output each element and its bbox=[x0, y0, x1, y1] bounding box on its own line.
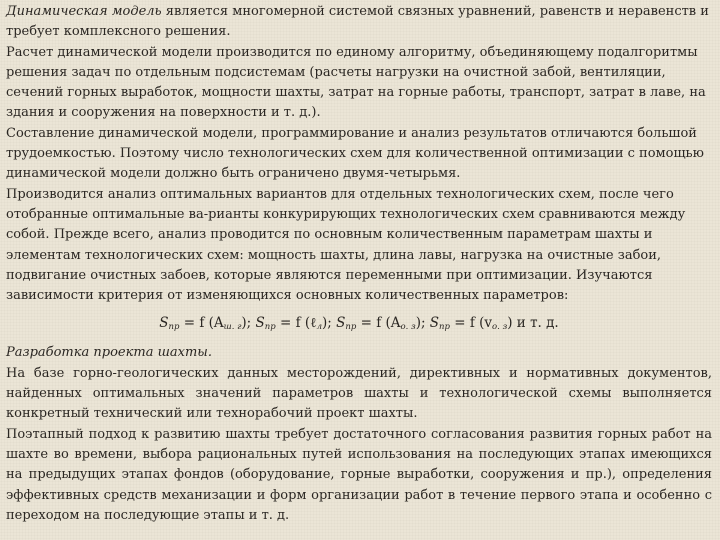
paragraph-project: На базе горно-геологических данных месторождений, директивных и нормативных документов, найденных оптимальных значений параметров шахты и технологической схемы выполняется конкретный технический или технорабочий проект шахты. bbox=[6, 365, 712, 422]
formula-line: $S_{пр} = f$ $(A_{ш. г})$; $S_{пр} = f$ (ℓ$_л$); $S_{пр} = f$ $(A_{о. з})$; $S_{пр} = f$ $(v_{о. з})$ и т. д. bbox=[159, 315, 559, 333]
section-heading: Разработка проекта шахты. bbox=[6, 345, 213, 361]
paragraph-definition bbox=[6, 2, 712, 43]
paragraph-complexity: Составление динамической модели, программирование и анализ результатов отличаются большой трудоемкостью. Поэтому число технологических схем для количественной оптимизации с помощью динамической модели должно быть ограничено двумя-четырьмя. bbox=[6, 125, 704, 182]
definition-text: является многомерной системой связных уравнений, равенств и неравенств и требует комплексного решения. bbox=[6, 4, 709, 40]
document-page bbox=[6, 2, 712, 526]
paragraph-analysis: Производится анализ оптимальных вариантов для отдельных технологических схем, после чего отобранные оптимальные ва-рианты конкурирующих технологических схем сравниваются между собой. Прежде всего, анализ проводится по основным количественным параметрам шахты и элементам технологических схем: мощность шахты, длина лавы, нагрузка на очистные забои, подвигание очистных забоев, которые являются переменными при оптимизации. Изучаются зависимости критерия от изменяющихся основных количественных параметров: bbox=[6, 186, 686, 304]
term-dynamic-model: Динамическая модель bbox=[6, 4, 162, 19]
paragraph-stages: Поэтапный подход к развитию шахты требует достаточного согласования развития горных работ на шахте во времени, выбора рациональных путей использования на последующих этапах имеющихся на предыдущих этапах фондов (оборудование, горные выработки, сооружения и пр.), определения эффективных средств механизации и форм организации работ в течение первого этапа и особенно с переходом на последующие этапы и т. д. bbox=[6, 426, 712, 523]
paragraph-calculation: Расчет динамической модели производится по единому алгоритму, объединяющему подалгоритмы решения задач по отдельным подсистемам (расчеты нагрузки на очистной забой, вентиляции, сечений горных выработок, мощности шахты, затрат на горные работы, транспорт, затрат в лаве, на здания и сооружения на поверхности и т. д.). bbox=[6, 44, 706, 121]
